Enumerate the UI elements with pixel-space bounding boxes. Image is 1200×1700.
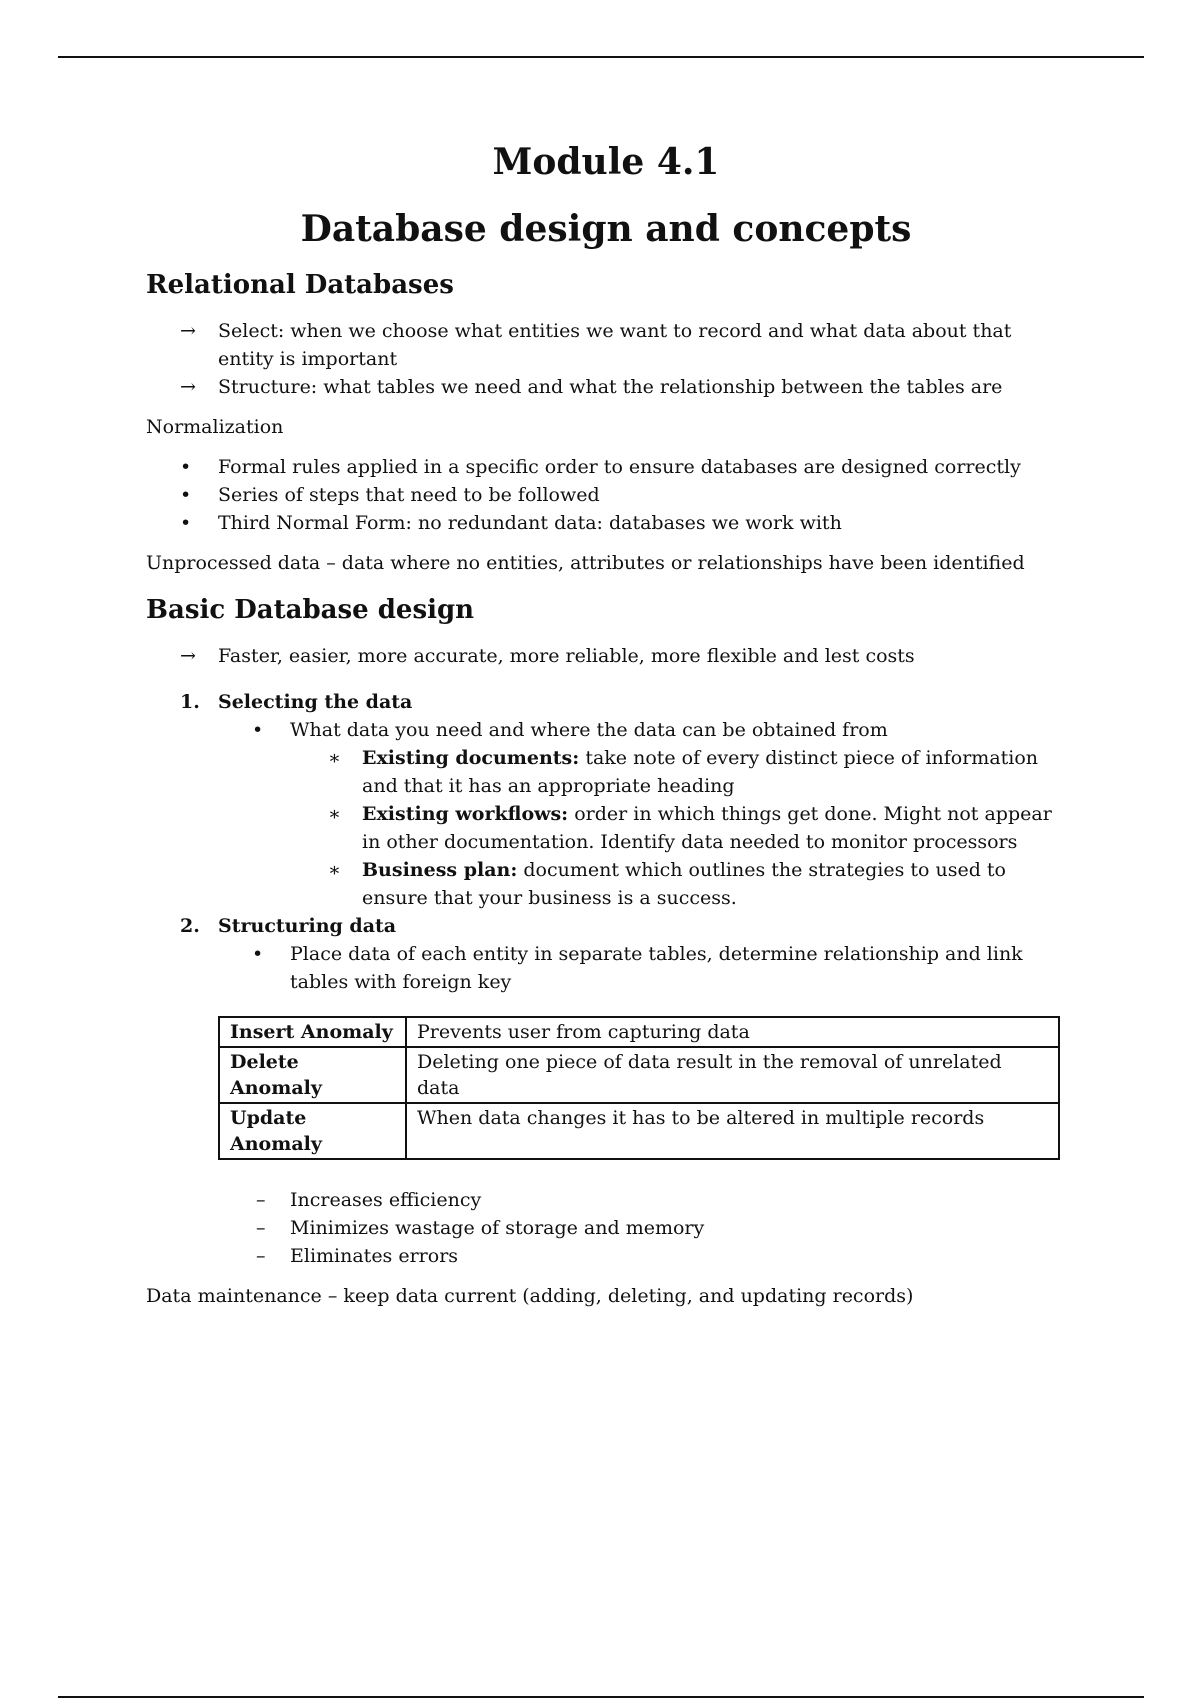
top-rule <box>58 56 1144 58</box>
page-title: Database design and concepts <box>300 208 912 250</box>
anomaly-table <box>218 1016 1060 1160</box>
table-row <box>219 1017 1059 1047</box>
list-item: → Structure: what tables we need and what the relationship between the tables are <box>146 373 1066 401</box>
list-item: – Minimizes wastage of storage and memory <box>146 1214 1066 1242</box>
table-cell-key: Insert Anomaly <box>219 1017 406 1047</box>
bullet-icon: • <box>180 456 192 479</box>
list-item: → Faster, easier, more accurate, more reliable, more flexible and lest costs <box>146 642 1066 670</box>
step1-bullet-list <box>146 716 1066 744</box>
list-item: • Place data of each entity in separate tables, determine relationship and link tables with foreign key <box>218 940 1066 996</box>
benefits-dash-list <box>146 1186 1066 1270</box>
dash-icon: – <box>256 1189 266 1212</box>
list-item: → Select: when we choose what entities we want to record and what data about that entity is important <box>146 317 1066 373</box>
data-maintenance-definition: Data maintenance – keep data current (adding, deleting, and updating records) <box>146 1285 914 1308</box>
list-item: ∗ Existing documents: take note of every distinct piece of information and that it has an appropriate heading <box>218 744 1066 800</box>
unprocessed-data-definition: Unprocessed data – data where no entities, attributes or relationships have been identified <box>146 552 1025 575</box>
bullet-icon: • <box>180 484 192 507</box>
document-body <box>146 140 1066 1310</box>
design-steps-list <box>146 688 1066 716</box>
table-row <box>219 1047 1059 1103</box>
step1-sub-list <box>146 744 1066 912</box>
step-selecting-data <box>146 688 1066 716</box>
arrow-icon: → <box>180 320 196 343</box>
list-item: ∗ Existing workflows: order in which things get done. Might not appear in other documentation. Identify data needed to monitor processors <box>218 800 1066 856</box>
heading-basic-database-design: Basic Database design <box>146 595 475 626</box>
list-item: • Third Normal Form: no redundant data: databases we work with <box>146 509 1066 537</box>
table-cell-value: Prevents user from capturing data <box>406 1017 1059 1047</box>
bottom-rule <box>58 1696 1144 1698</box>
step-title: Selecting the data <box>218 691 413 714</box>
table-cell-key: Update Anomaly <box>219 1103 406 1159</box>
list-item: • Series of steps that need to be followed <box>146 481 1066 509</box>
basic-arrow-list <box>146 642 1066 670</box>
table-row <box>219 1103 1059 1159</box>
list-item: ∗ Business plan: document which outlines the strategies to used to ensure that your business is a success. <box>218 856 1066 912</box>
heading-relational-databases: Relational Databases <box>146 270 454 300</box>
arrow-icon: → <box>180 376 196 399</box>
design-steps-list-continued <box>146 912 1066 940</box>
step-structuring-data <box>146 912 1066 940</box>
relational-arrow-list <box>146 317 1066 401</box>
list-item: • What data you need and where the data can be obtained from <box>218 716 1066 744</box>
table-cell-value: Deleting one piece of data result in the removal of unrelated data <box>406 1047 1059 1103</box>
module-title: Module 4.1 <box>492 141 720 183</box>
step-number: 2. <box>180 915 200 938</box>
list-item: – Eliminates errors <box>146 1242 1066 1270</box>
table-cell-value: When data changes it has to be altered in multiple records <box>406 1103 1059 1159</box>
list-item: – Increases efficiency <box>146 1186 1066 1214</box>
normalization-bullet-list <box>146 453 1066 537</box>
star-icon: ∗ <box>328 747 341 770</box>
list-item: • Formal rules applied in a specific order to ensure databases are designed correctly <box>146 453 1066 481</box>
step-number: 1. <box>180 691 200 714</box>
dash-icon: – <box>256 1245 266 1268</box>
bullet-icon: • <box>252 943 264 966</box>
step-title: Structuring data <box>218 915 397 938</box>
bullet-icon: • <box>180 512 192 535</box>
dash-icon: – <box>256 1217 266 1240</box>
table-cell-key: Delete Anomaly <box>219 1047 406 1103</box>
normalization-label: Normalization <box>146 416 284 439</box>
star-icon: ∗ <box>328 803 341 826</box>
arrow-icon: → <box>180 645 196 668</box>
step2-bullet-list <box>146 940 1066 996</box>
star-icon: ∗ <box>328 859 341 882</box>
bullet-icon: • <box>252 719 264 742</box>
